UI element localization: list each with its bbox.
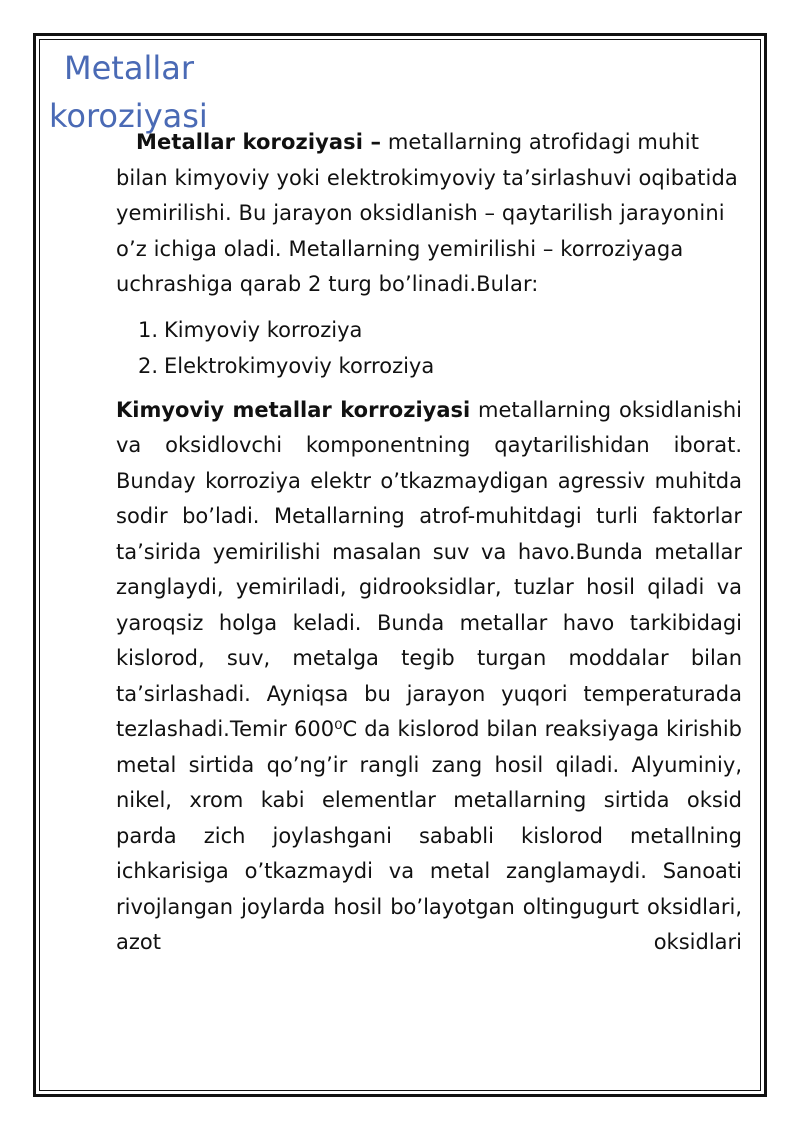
- document-body: [116, 125, 742, 961]
- intro-text: metallarning atrofidagi muhit bilan kimyoviy yoki elektrokimyoviy ta’sirlashuvi oqibatida yemirilishi. Bu jarayon oksidlanish – qaytarilish jarayonini o’z ichiga oladi. Metallarning yemirilishi – korroziyaga uchrashiga qarab 2 turg bo’linadi.Bular:: [116, 130, 738, 296]
- intro-paragraph: [116, 125, 742, 303]
- list-label: Elektrokimyoviy korroziya: [164, 353, 435, 378]
- corrosion-types-list: [116, 312, 742, 384]
- body-text: metallarning oksidlanishi va oksidlovchi komponentning qaytarilishidan iborat. Bunday korroziya elektr o’tkazmaydigan agressiv muhitda sodir bo’ladi. Metallarning atrof-muhitdagi turli faktorlar ta’sirida yemirilishi masalan suv va havo.Bunda metallar zanglaydi, yemiriladi, gidrooksidlar, tuzlar hosil qiladi va yaroqsiz holga keladi. Bunda metallar havo tarkibidagi kislorod, suv, metalga tegib turgan moddalar bilan ta’sirlashadi. Ayniqsa bu jarayon yuqori temperaturada tezlashadi.Temir 600⁰C da kislorod bilan reaksiyaga kirishib metal sirtida qo’ng’ir rangli zang hosil qiladi. Alyuminiy, nikel, xrom kabi elementlar metallarning sirtida oksid parda zich joylashgani sababli kislorod metallning ichkarisiga o’tkazmaydi va metal zanglamaydi. Sanoati rivojlangan joylarda hosil bo’layotgan oltingugurt oksidlari, azot oksidlari: [116, 397, 742, 954]
- chemical-corrosion-paragraph: [116, 393, 742, 961]
- list-item: [116, 312, 742, 348]
- list-label: Kimyoviy korroziya: [164, 317, 363, 342]
- list-number: 2.: [138, 353, 159, 378]
- list-number: 1.: [138, 317, 159, 342]
- page-title: Metallar koroziyasi: [49, 49, 208, 135]
- body-term: Kimyoviy metallar korroziyasi: [116, 397, 471, 422]
- list-item: [116, 348, 742, 384]
- intro-term: Metallar koroziyasi –: [136, 130, 382, 154]
